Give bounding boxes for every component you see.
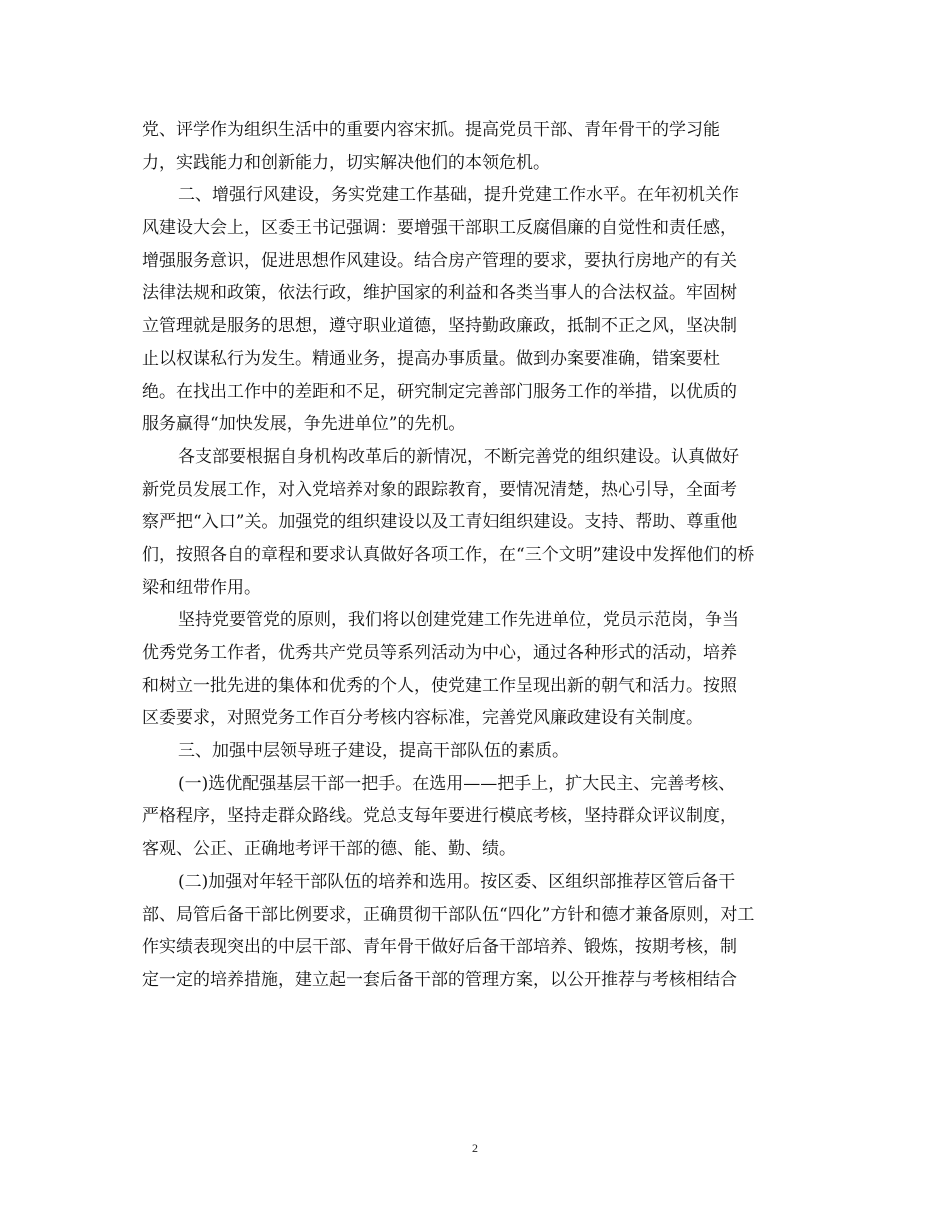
paragraph-start: 坚持党要管党的原则，我们将以创建党建工作先进单位，党员示范岗，争当 bbox=[178, 610, 739, 631]
text-line: 客观、公正、正确地考评干部的德、能、勤、绩。 bbox=[142, 839, 516, 860]
text-line: 严格程序，坚持走群众路线。党总支每年要进行模底考核，坚持群众评议制度， bbox=[142, 806, 737, 827]
text-line: 服务赢得“加快发展，争先进单位”的先机。 bbox=[142, 414, 466, 435]
text-line: 立管理就是服务的思想，遵守职业道德，坚持勤政廉政，抵制不正之风，坚决制 bbox=[142, 316, 737, 337]
page-number: 2 bbox=[472, 1141, 478, 1155]
section-heading: 三、加强中层领导班子建设，提高干部队伍的素质。 bbox=[178, 741, 569, 762]
text-line: 力，实践能力和创新能力，切实解决他们的本领危机。 bbox=[142, 152, 550, 173]
paragraph-start: 各支部要根据自身机构改革后的新情况，不断完善党的组织建设。认真做好 bbox=[178, 446, 739, 467]
text-line: 和树立一批先进的集体和优秀的个人，使党建工作呈现出新的朝气和活力。按照 bbox=[142, 675, 737, 696]
text-line: 优秀党务工作者，优秀共产党员等系列活动为中心，通过各种形式的活动，培养 bbox=[142, 643, 737, 663]
text-line: 新党员发展工作，对入党培养对象的跟踪教育，要情况清楚，热心引导，全面考 bbox=[142, 479, 737, 500]
text-line: 梁和纽带作用。 bbox=[142, 577, 261, 598]
text-line: 风建设大会上，区委王书记强调：要增强干部职工反腐倡廉的自觉性和责任感， bbox=[142, 218, 737, 239]
subsection-start: (一)选优配强基层干部一把手。在选用——把手上，扩大民主、完善考核、 bbox=[178, 773, 736, 794]
body-text bbox=[142, 114, 810, 997]
text-line: 绝。在找出工作中的差距和不足，研究制定完善部门服务工作的举措，以优质的 bbox=[142, 381, 737, 402]
text-line: 止以权谋私行为发生。精通业务，提高办事质量。做到办案要准确，错案要杜 bbox=[142, 348, 720, 369]
subsection-start: (二)加强对年轻干部队伍的培养和选用。按区委、区组织部推荐区管后备干 bbox=[178, 871, 736, 892]
text-line: 察严把“入口”关。加强党的组织建设以及工青妇组织建设。支持、帮助、尊重他 bbox=[142, 512, 738, 533]
text-line: 定一定的培养措施，建立起一套后备干部的管理方案，以公开推荐与考核相结合 bbox=[142, 969, 737, 990]
text-line: 增强服务意识，促进思想作风建设。结合房产管理的要求，要执行房地产的有关 bbox=[142, 250, 737, 271]
text-line: 区委要求，对照党务工作百分考核内容标准，完善党风廉政建设有关制度。 bbox=[142, 708, 703, 729]
text-line: 们，按照各自的章程和要求认真做好各项工作，在“三个文明”建设中发挥他们的桥 bbox=[142, 544, 755, 565]
text-line: 作实绩表现突出的中层干部、青年骨干做好后备干部培养、锻炼，按期考核，制 bbox=[142, 937, 737, 958]
text-line: 法律法规和政策，依法行政，维护国家的利益和各类当事人的合法权益。牢固树 bbox=[142, 283, 737, 304]
section-heading: 二、增强行风建设，务实党建工作基础，提升党建工作水平。在年初机关作 bbox=[178, 185, 739, 206]
text-line: 部、局管后备干部比例要求，正确贯彻干部队伍“四化”方针和德才兼备原则，对工 bbox=[142, 904, 755, 925]
text-line: 党、评学作为组织生活中的重要内容宋抓。提高党员干部、青年骨干的学习能 bbox=[142, 120, 720, 140]
